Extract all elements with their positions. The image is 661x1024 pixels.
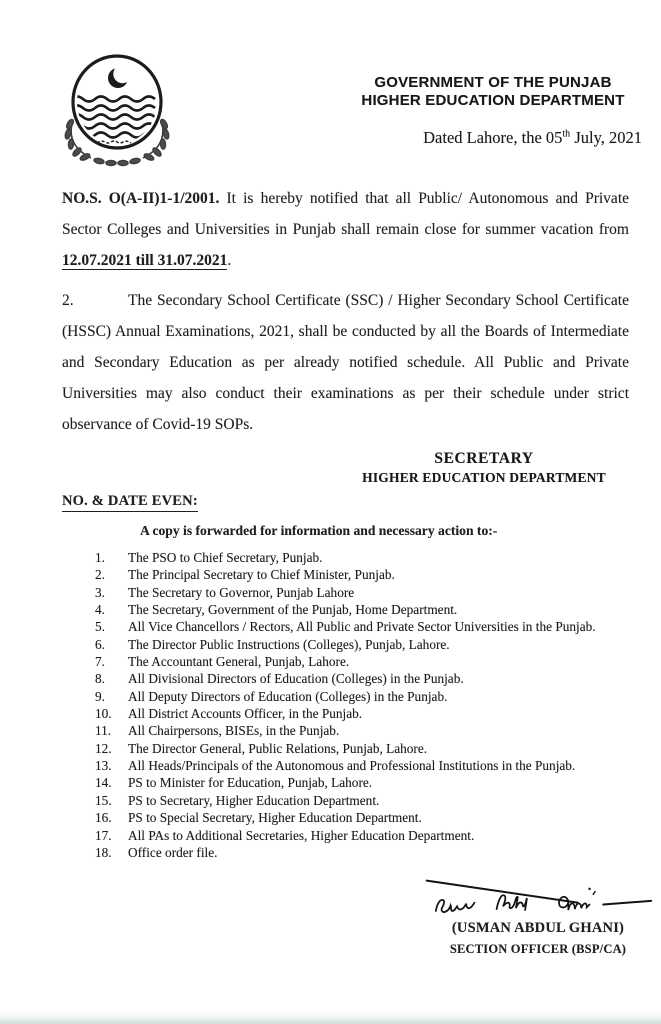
- paragraph-number: 2.: [62, 292, 74, 309]
- distribution-ref-label: NO. & DATE EVEN:: [62, 493, 198, 512]
- list-item-number: 8.: [95, 671, 105, 687]
- distribution-list-item: [95, 670, 635, 687]
- list-item-number: 10.: [95, 706, 112, 722]
- list-item-number: 9.: [95, 688, 105, 704]
- distribution-list-item: [95, 740, 635, 757]
- list-item-number: 17.: [95, 827, 112, 843]
- list-item-text: All PAs to Additional Secretaries, Higher Education Department.: [128, 827, 475, 843]
- list-item-number: 11.: [95, 723, 112, 739]
- distribution-list-item: [95, 584, 635, 601]
- examinations-paragraph: 2. The Secondary School Certificate (SSC) / Higher Secondary School Certificate (HSSC) Annual Examinations, 2021, shall be conducted by all the Boards of Intermediate and Secondary Education as per already notified schedule. All Public and Private Universities may also conduct their examinations as per their schedule under strict observance of Covid-19 SOPs.: [62, 285, 629, 440]
- list-item-number: 7.: [95, 654, 105, 670]
- list-item-text: All Heads/Principals of the Autonomous and Professional Institutions in the Punjab.: [128, 758, 576, 774]
- distribution-list-item: [95, 601, 635, 618]
- list-item-number: 18.: [95, 844, 112, 860]
- letter-body: [62, 183, 629, 440]
- distribution-list-item: [95, 827, 635, 844]
- org-line2: HIGHER EDUCATION DEPARTMENT: [361, 91, 625, 109]
- distribution-list: [95, 549, 635, 861]
- list-item-text: All Divisional Directors of Education (Colleges) in the Punjab.: [128, 671, 464, 687]
- list-item-number: 4.: [95, 602, 105, 618]
- list-item-number: 15.: [95, 792, 112, 808]
- signatory-designation: SECTION OFFICER (BSP/CA): [449, 942, 627, 956]
- signatory-name: (USMAN ABDUL GHANI): [451, 920, 625, 936]
- list-item-number: 1.: [95, 550, 105, 565]
- distribution-list-item: [95, 792, 635, 809]
- list-item-number: 3.: [95, 584, 105, 600]
- list-item-number: 14.: [95, 775, 112, 791]
- signature-block: [418, 876, 658, 957]
- distribution-list-item: [95, 722, 635, 739]
- list-item-number: 6.: [95, 636, 105, 652]
- date-line: Dated Lahore, the 05th July, 2021: [423, 128, 642, 147]
- list-item-text: The Secretary to Governor, Punjab Lahore: [128, 584, 355, 600]
- vacation-dates: 12.07.2021 till 31.07.2021: [62, 252, 228, 269]
- list-item-text: The Principal Secretary to Chief Minister, Punjab.: [128, 567, 395, 583]
- signatory-title: SECRETARY: [434, 450, 534, 467]
- list-item-number: 2.: [95, 567, 105, 583]
- list-item-text: The Secretary, Government of the Punjab, Home Department.: [128, 602, 458, 618]
- distribution-list-item: [95, 757, 635, 774]
- distribution-list-item: [95, 618, 635, 635]
- list-item-number: 12.: [95, 740, 112, 756]
- list-item-number: 5.: [95, 619, 105, 635]
- distribution-list-item: [95, 774, 635, 791]
- distribution-list-item: [95, 809, 635, 826]
- list-item-text: Office order file.: [128, 844, 218, 860]
- list-item-text: All District Accounts Officer, in the Punjab.: [128, 706, 363, 722]
- org-line1: GOVERNMENT OF THE PUNJAB: [374, 74, 612, 91]
- letterhead-org-name: [340, 74, 646, 109]
- list-item-text: All Chairpersons, BISEs, in the Punjab.: [128, 723, 340, 739]
- notification-paragraph: NO.S. O(A-II)1-1/2001. It is hereby notified that all Public/ Autonomous and Private Sector Colleges and Universities in Punjab shall remain close for summer vacation from 12.07.2021 till 31.07.2021.: [62, 190, 629, 269]
- handwritten-signature-icon: [418, 876, 658, 922]
- list-item-text: PS to Special Secretary, Higher Education Department.: [128, 810, 422, 826]
- distribution-list-item: [95, 844, 635, 861]
- list-item-text: The Accountant General, Punjab, Lahore.: [128, 654, 350, 670]
- list-item-text: PS to Minister for Education, Punjab, Lahore.: [128, 775, 373, 791]
- list-item-number: 16.: [95, 810, 112, 826]
- list-item-text: The Director General, Public Relations, Punjab, Lahore.: [128, 740, 428, 756]
- list-item-text: All Deputy Directors of Education (Colleges) in the Punjab.: [128, 688, 448, 704]
- distribution-list-item: [95, 653, 635, 670]
- list-item-text: PS to Secretary, Higher Education Department.: [128, 792, 380, 808]
- signatory-department: HIGHER EDUCATION DEPARTMENT: [362, 470, 606, 485]
- distribution-intro: A copy is forwarded for information and necessary action to:-: [140, 523, 498, 538]
- distribution-list-item: [95, 549, 635, 566]
- distribution-list-item: [95, 688, 635, 705]
- punjab-government-emblem-icon: [57, 50, 177, 168]
- distribution-list-item: [95, 705, 635, 722]
- list-item-text: All Vice Chancellors / Rectors, All Public and Private Sector Universities in the Punjab.: [128, 619, 596, 635]
- signatory-block: [318, 450, 650, 486]
- distribution-list-item: [95, 566, 635, 583]
- list-item-text: The Director Public Instructions (Colleges), Punjab, Lahore.: [128, 636, 450, 652]
- list-item-number: 13.: [95, 758, 112, 774]
- list-item-text: The PSO to Chief Secretary, Punjab.: [128, 550, 323, 565]
- date-ordinal-sup: th: [562, 128, 571, 140]
- distribution-list-item: [95, 636, 635, 653]
- reference-number: NO.S. O(A-II)1-1/2001.: [62, 190, 220, 207]
